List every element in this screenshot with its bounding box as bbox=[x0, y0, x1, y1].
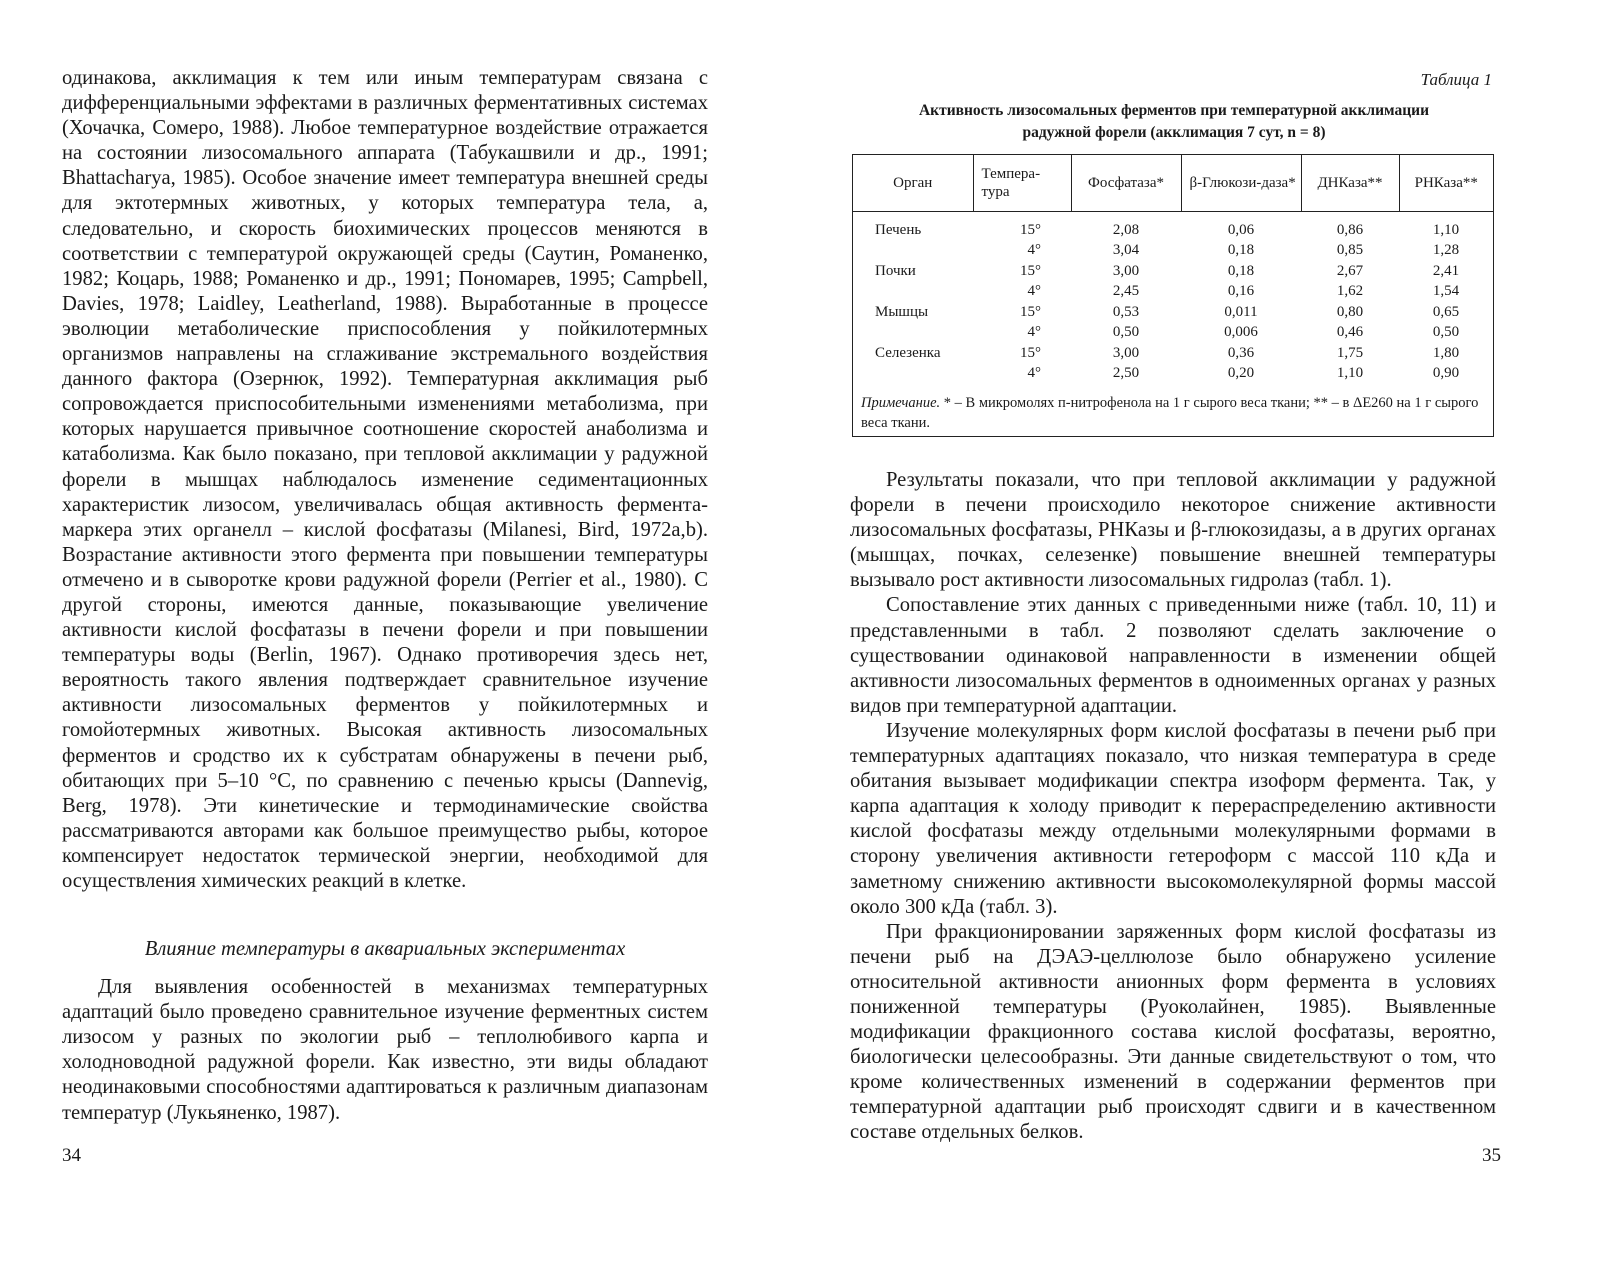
header-rnase: РНКаза** bbox=[1399, 155, 1493, 212]
table-title-line-2: радужной форели (акклимация 7 сут, n = 8) bbox=[1022, 124, 1326, 141]
table-cell-organ bbox=[853, 241, 973, 262]
table-header-row bbox=[853, 155, 1493, 212]
page-number-left: 34 bbox=[62, 1145, 81, 1166]
table-cell-value: 0,18 bbox=[1227, 262, 1255, 279]
table-cell-value: 0,85 bbox=[1336, 242, 1364, 259]
table-cell-organ: Печень bbox=[875, 221, 922, 238]
table-cell-organ: Мышцы bbox=[875, 303, 929, 320]
right-paragraph-3: Изучение молекулярных форм кислой фосфатазы в печени рыб при температурных адаптациях показало, что низкая температура в среде обитания вызывает модификации спектра изоформ фермента. Так, у карпа адаптация к холоду приводит к перераспределению активности кислой фосфатазы между отдельными молекулярными формами в сторону увеличения активности гетероформ с массой 110 кДа и заметному снижению активности высокомолекулярной формы массой около 300 кДа (табл. 3). bbox=[850, 719, 1496, 918]
table-row bbox=[853, 343, 1493, 364]
table-cell-value: 1,75 bbox=[1336, 344, 1364, 361]
table-row bbox=[853, 261, 1493, 282]
table-cell-value: 0,006 bbox=[1224, 324, 1258, 341]
table-cell-value: 0,36 bbox=[1227, 344, 1255, 361]
table-cell-value: 1,10 bbox=[1432, 221, 1460, 238]
table-title-line-1: Активность лизосомальных ферментов при температурной акклимации bbox=[918, 102, 1430, 119]
table-cell-temperature: 15° bbox=[1020, 344, 1041, 361]
table-cell-value: 1,28 bbox=[1432, 242, 1460, 259]
left-paragraph-1: одинакова, акклимация к тем или иным температурам связана с дифференциальными эффектами в различных ферментативных системах (Хочачка, Сомеро, 1988). Любое температурное воздействие отражается на состоянии лизосомального аппарата (Табукашвили и др., 1991; Bhattacharya, 1985). Особое значение имеет температура внешней среды для эктотермных животных, у которых температура тела, а, следовательно, и скорость биохимических процессов меняются в соответствии с температурой окружающей среды (Саутин, Романенко, 1982; Коцарь, 1988; Романенко и др., 1991; Пономарев, 1995; Campbell, Davies, 1978; Laidley, Leatherland, 1988). Выработанные в процессе эволюции метаболические приспособления у пойкилотермных организмов направлены на сглаживание экстремального воздействия данного фактора (Озернюк, 1992). Температурная акклимация рыб сопровождается приспособительными изменениями метаболизма, при которых нарушается привычное соотношение скоростей анаболизма и катаболизма. Как было показано, при тепловой акклимации у радужной форели в мышцах наблюдалось изменение седиментационных характеристик лизосом, увеличивалась общая активность фермента-маркера этих органелл – кислой фосфатазы (Milanesi, Bird, 1972a,b). Возрастание активности этого фермента при повышении температуры отмечено и в сыворотке крови радужной форели (Perrier et al., 1980). С другой стороны, имеются данные, показывающие увеличение активности кислой фосфатазы в печени форели и при повышении температуры воды (Berlin, 1967). Однако противоречия здесь нет, вероятность такого явления подтверждает сравнительное изучение активности лизосомальных ферментов у пойкилотермных и гомойотермных животных. Высокая активность лизосомальных ферментов и сродство их к субстратам обнаружены в печени рыб, обитающих при 5–10 °С, по сравнению с печенью крысы (Dannevig, Berg, 1978). Эти кинетические и термодинамические свойства рассматриваются авторами как большое преимущество рыбы, которое компенсирует недостаток термической энергии, необходимой для осуществления химических реакций в клетке. bbox=[62, 67, 708, 892]
table-cell-value: 3,04 bbox=[1112, 242, 1140, 259]
table-row bbox=[853, 241, 1493, 262]
header-temperature: Темпера-тура bbox=[973, 155, 1071, 212]
header-glucosidase: β-Глюкози-даза* bbox=[1181, 155, 1301, 212]
header-dnase: ДНКаза** bbox=[1301, 155, 1399, 212]
table-row bbox=[853, 302, 1493, 323]
table-cell-value: 0,16 bbox=[1227, 283, 1255, 300]
table-cell-organ: Селезенка bbox=[875, 344, 941, 361]
table-cell-value: 0,18 bbox=[1227, 242, 1255, 259]
table-cell-organ bbox=[853, 364, 973, 385]
table-cell-value: 3,00 bbox=[1112, 344, 1140, 361]
table-label: Таблица 1 bbox=[1420, 70, 1492, 89]
section-heading: Влияние температуры в аквариальных экспериментах bbox=[144, 938, 626, 961]
table-cell-value: 1,10 bbox=[1336, 365, 1364, 382]
table-cell-organ: Почки bbox=[875, 262, 916, 279]
table-cell-value: 0,90 bbox=[1432, 365, 1460, 382]
enzyme-activity-table bbox=[853, 155, 1493, 384]
right-text-column bbox=[850, 468, 1496, 1146]
table-cell-value: 2,08 bbox=[1112, 221, 1140, 238]
table-cell-value: 0,46 bbox=[1336, 324, 1364, 341]
table-cell-temperature: 4° bbox=[1027, 283, 1041, 300]
table-note bbox=[861, 393, 1487, 433]
table-cell-value: 2,67 bbox=[1336, 262, 1364, 279]
page-number-right: 35 bbox=[1482, 1145, 1501, 1166]
right-paragraph-4: При фракционировании заряженных форм кислой фосфатазы из печени рыб на ДЭАЭ-целлюлозе было обнаружено усиление относительной активности анионных форм фермента в условиях пониженной температуры (Руоколайнен, 1985). Выявленные модификации фракционного состава кислой фосфатазы, вероятно, биологически целесообразны. Эти данные свидетельствуют о том, что кроме количественных изменений в содержании ферментов при температурной адаптации рыб происходят сдвиги и в качественном составе отдельных белков. bbox=[850, 920, 1496, 1144]
right-paragraph-1: Результаты показали, что при тепловой акклимации у радужной форели в печени происходило некоторое снижение активности лизосомальных фосфатазы, РНКазы и β-глюкозидазы, а в других органах (мышцах, почках, селезенке) повышение внешней температуры вызывало рост активности лизосомальных гидролаз (табл. 1). bbox=[850, 469, 1496, 592]
table-cell-value: 3,00 bbox=[1112, 262, 1140, 279]
table-row bbox=[853, 212, 1493, 241]
table-cell-temperature: 4° bbox=[1027, 242, 1041, 259]
table-cell-value: 0,86 bbox=[1336, 221, 1364, 238]
table-cell-value: 0,65 bbox=[1432, 303, 1460, 320]
left-paragraph-2: Для выявления особенностей в механизмах температурных адаптаций было проведено сравнительное изучение ферментных систем лизосом у разных по экологии рыб – теплолюбивого карпа и холодноводной радужной форели. Как известно, эти виды обладают неодинаковыми способностями адаптироваться к различным диапазонам температур (Лукьяненко, 1987). bbox=[62, 976, 708, 1124]
right-paragraph-2: Сопоставление этих данных с приведенными ниже (табл. 10, 11) и представленными в табл. 2 позволяют сделать заключение о существовании одинаковой направленности в изменении общей активности лизосомальных ферментов в одноименных органах у разных видов при температурной адаптации. bbox=[850, 594, 1496, 717]
table-cell-temperature: 15° bbox=[1020, 262, 1041, 279]
table-cell-value: 2,45 bbox=[1112, 283, 1140, 300]
table-cell-value: 0,06 bbox=[1227, 221, 1255, 238]
table-cell-value: 2,41 bbox=[1432, 262, 1460, 279]
header-organ: Орган bbox=[853, 155, 973, 212]
table-cell-temperature: 15° bbox=[1020, 303, 1041, 320]
table-cell-value: 1,54 bbox=[1432, 283, 1460, 300]
table-cell-value: 0,011 bbox=[1224, 303, 1258, 320]
table-cell-value: 0,50 bbox=[1112, 324, 1140, 341]
header-phosphatase: Фосфатаза* bbox=[1071, 155, 1181, 212]
table-note-text: * – В микромолях п-нитрофенола на 1 г сырого веса ткани; ** – в ΔE260 на 1 г сырого веса ткани. bbox=[861, 395, 1479, 431]
table-cell-value: 0,20 bbox=[1227, 365, 1255, 382]
table-cell-value: 0,80 bbox=[1336, 303, 1364, 320]
table-cell-organ bbox=[853, 282, 973, 303]
table-cell-organ bbox=[853, 323, 973, 344]
enzyme-table-box bbox=[852, 154, 1494, 437]
table-cell-value: 2,50 bbox=[1112, 365, 1140, 382]
table-cell-value: 0,50 bbox=[1432, 324, 1460, 341]
left-text-column bbox=[62, 66, 708, 1126]
table-cell-value: 1,62 bbox=[1336, 283, 1364, 300]
table-row bbox=[853, 323, 1493, 344]
table-row bbox=[853, 282, 1493, 303]
table-cell-value: 0,53 bbox=[1112, 303, 1140, 320]
table-cell-temperature: 15° bbox=[1020, 221, 1041, 238]
table-row bbox=[853, 364, 1493, 385]
table-title bbox=[850, 100, 1498, 144]
table-cell-temperature: 4° bbox=[1027, 324, 1041, 341]
table-cell-temperature: 4° bbox=[1027, 365, 1041, 382]
table-note-label: Примечание. bbox=[861, 395, 941, 411]
table-cell-value: 1,80 bbox=[1432, 344, 1460, 361]
